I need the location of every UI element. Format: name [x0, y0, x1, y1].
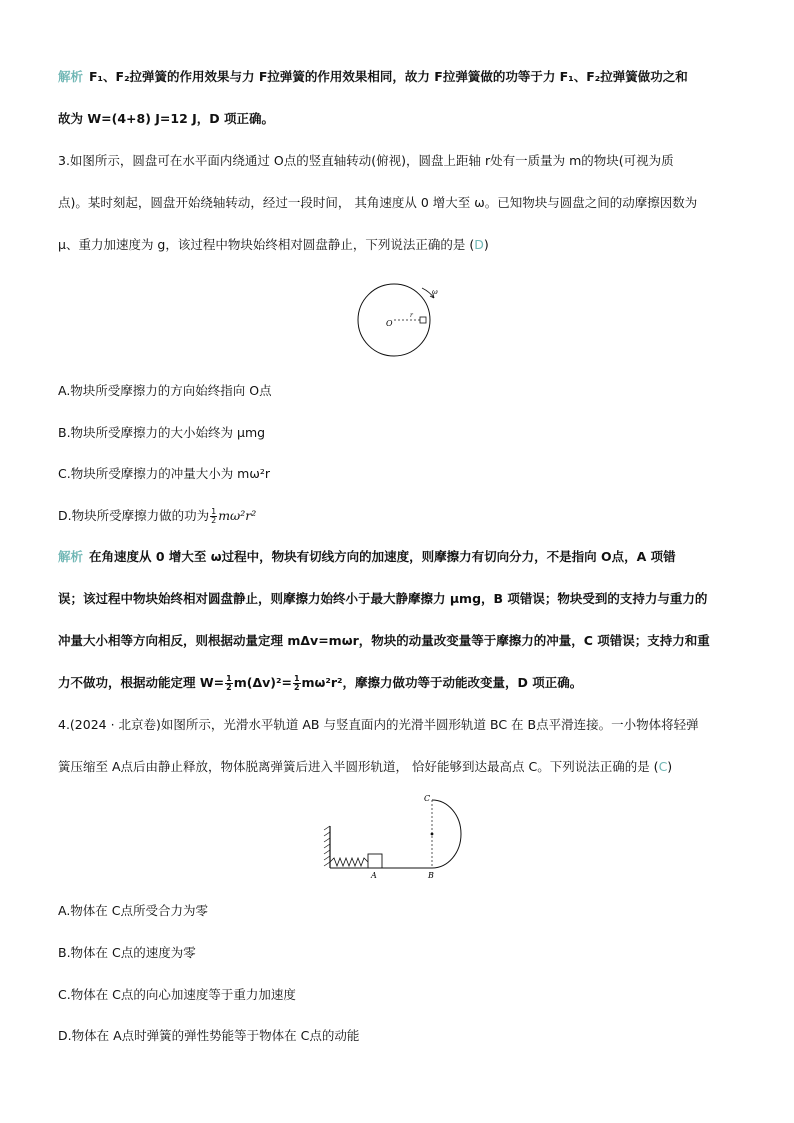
q3-answer: D [474, 237, 484, 252]
q3-analysis-line4: 力不做功，根据动能定理 W= $\frac{1}{2}$ m(Δv)²= $\frac{1}{2}$ mω²r²，摩擦力做功等于动能改变量，D 项正确。 [58, 674, 583, 692]
q3-analysis-line3: 冲量大小相等方向相反，则根据动量定理 mΔv=mωr，物块的动量改变量等于摩擦力的冲量，C 项错误；支持力和重 [58, 633, 710, 648]
q3-stem-line2: 点)。某时刻起，圆盘开始绕轴转动，经过一段时间， 其角速度从 0 增大至 ω。已知物块与圆盘之间的动摩擦因数为 [58, 195, 698, 210]
label-B: B [428, 871, 434, 880]
analysis-tag: 解析 [58, 69, 84, 84]
q3-option-d: D.物块所受摩擦力做的功为 $\frac{1}{2}$ mω²r² [58, 507, 257, 525]
label-A: A [371, 871, 377, 880]
q2-analysis-line1: 解析 F₁、F₂拉弹簧的作用效果与力 F拉弹簧的作用效果相同，故力 F拉弹簧做的功等于力 F₁、F₂拉弹簧做功之和 [58, 69, 688, 84]
q3-analysis-line1: 解析 在角速度从 0 增大至 ω过程中，物块有切线方向的加速度，则摩擦力有切向分力，不是指向 O点，A 项错 [58, 549, 676, 564]
q3-option-c: C.物块所受摩擦力的冲量大小为 mω²r [58, 466, 270, 481]
block-on-disc [420, 317, 426, 323]
semicircle-track [432, 800, 461, 868]
spring [330, 858, 368, 866]
q4-stem-line1: 4.(2024 · 北京卷)如图所示，光滑水平轨道 AB 与竖直面内的光滑半圆形轨道 BC 在 B点平滑连接。一小物体将轻弹 [58, 717, 699, 732]
q3-disc-figure [350, 282, 450, 362]
wall-hatching [324, 826, 330, 866]
q4-stem-line2: 簧压缩至 A点后由静止释放，物体脱离弹簧后进入半圆形轨道， 恰好能够到达最高点 C。下列说法正确的是 (C) [58, 759, 673, 774]
q4-answer: C [658, 759, 668, 774]
label-C: C [424, 794, 431, 803]
q4-option-c: C.物体在 C点的向心加速度等于重力加速度 [58, 987, 296, 1002]
fraction-half: $\frac{1}{2}$ [226, 674, 232, 692]
label-r: r [410, 312, 413, 319]
q3-option-a: A.物块所受摩擦力的方向始终指向 O点 [58, 383, 272, 398]
label-O: O [386, 319, 393, 328]
q4-track-figure [320, 792, 480, 882]
q3-analysis-line2: 误；该过程中物块始终相对圆盘静止，则摩擦力始终小于最大静摩擦力 μmg，B 项错误；物块受到的支持力与重力的 [58, 591, 708, 606]
small-object [368, 854, 382, 868]
q3-stem-line3: μ、重力加速度为 g，该过程中物块始终相对圆盘静止，下列说法正确的是 (D) [58, 237, 489, 252]
q3-option-b: B.物块所受摩擦力的大小始终为 μmg [58, 425, 266, 440]
fraction-half: $\frac{1}{2}$ [211, 507, 217, 525]
circle-center [431, 833, 434, 836]
label-omega: ω [432, 288, 438, 296]
analysis-tag: 解析 [58, 549, 84, 564]
q4-option-b: B.物体在 C点的速度为零 [58, 945, 196, 960]
q4-option-a: A.物体在 C点所受合力为零 [58, 903, 209, 918]
q4-option-d: D.物体在 A点时弹簧的弹性势能等于物体在 C点的动能 [58, 1028, 360, 1043]
q2-analysis-line2: 故为 W=(4+8) J=12 J，D 项正确。 [58, 111, 275, 126]
fraction-half: $\frac{1}{2}$ [293, 674, 300, 692]
q3-stem-line1: 3.如图所示，圆盘可在水平面内绕通过 O点的竖直轴转动(俯视)，圆盘上距轴 r处有一质量为 m的物块(可视为质 [58, 153, 674, 168]
